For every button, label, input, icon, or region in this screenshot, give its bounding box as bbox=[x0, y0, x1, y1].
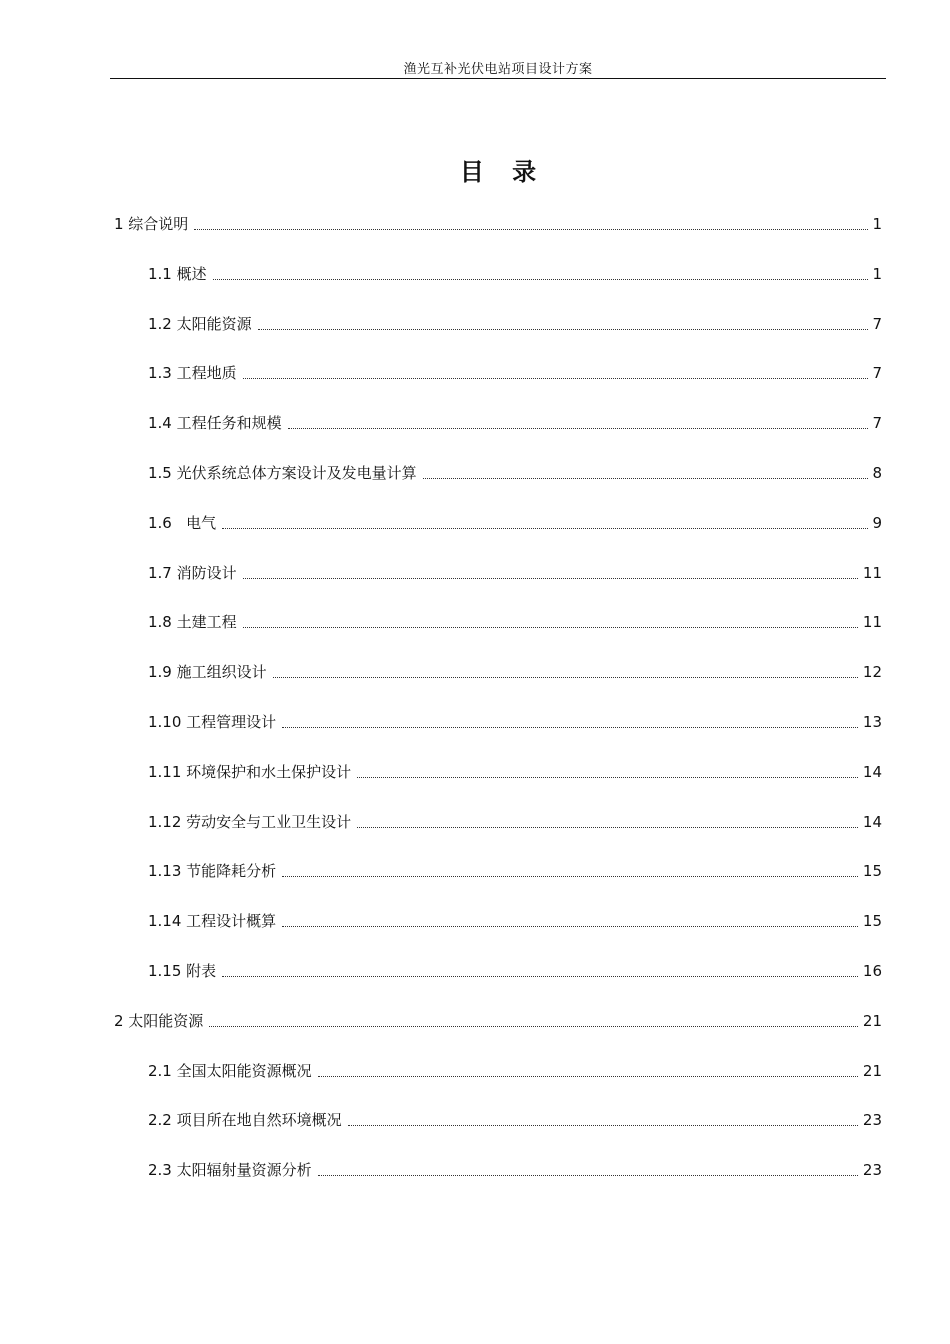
toc-entry-1-12[interactable] bbox=[0, 810, 882, 860]
toc-entry-label: 1.5 光伏系统总体方案设计及发电量计算 bbox=[148, 463, 417, 482]
toc-entry-1-6[interactable] bbox=[0, 511, 882, 561]
toc-entry-label: 1.9 施工组织设计 bbox=[148, 663, 267, 682]
dot-leader bbox=[194, 212, 868, 230]
toc-entry-label: 1.11 环境保护和水土保护设计 bbox=[148, 762, 352, 781]
dot-leader bbox=[348, 1108, 858, 1126]
toc-entry-label: 1.6 电气 bbox=[148, 513, 217, 532]
dot-leader bbox=[288, 411, 868, 429]
dot-leader bbox=[243, 361, 868, 379]
table-of-contents bbox=[0, 212, 950, 1208]
toc-entry-2-1[interactable] bbox=[0, 1059, 882, 1109]
toc-entry-page: 15 bbox=[862, 862, 882, 881]
dot-leader bbox=[273, 660, 858, 678]
toc-entry-label: 1.2 太阳能资源 bbox=[148, 314, 252, 333]
dot-leader bbox=[209, 1009, 858, 1027]
toc-entry-1-9[interactable] bbox=[0, 660, 882, 710]
toc-entry-page: 21 bbox=[862, 1061, 882, 1080]
toc-entry-label: 1.12 劳动安全与工业卫生设计 bbox=[148, 812, 352, 831]
toc-entry-1-14[interactable] bbox=[0, 909, 882, 959]
toc-entry-label: 1.4 工程任务和规模 bbox=[148, 414, 282, 433]
toc-entry-label: 1.13 节能降耗分析 bbox=[148, 862, 277, 881]
dot-leader bbox=[282, 909, 858, 927]
toc-entry-page: 1 bbox=[872, 264, 882, 283]
toc-entry-page: 16 bbox=[862, 961, 882, 980]
toc-entry-label: 1 综合说明 bbox=[114, 215, 189, 233]
toc-entry-page: 14 bbox=[862, 762, 882, 781]
toc-entry-2-2[interactable] bbox=[0, 1108, 882, 1158]
toc-entry-page: 12 bbox=[862, 663, 882, 682]
toc-entry-page: 7 bbox=[872, 314, 882, 333]
dot-leader bbox=[357, 760, 858, 778]
header-rule bbox=[110, 78, 886, 79]
dot-leader bbox=[423, 461, 868, 479]
toc-entry-1-5[interactable] bbox=[0, 461, 882, 511]
dot-leader bbox=[318, 1158, 858, 1176]
dot-leader bbox=[282, 859, 858, 877]
dot-leader bbox=[357, 810, 858, 828]
dot-leader bbox=[213, 262, 868, 280]
toc-entry-1-7[interactable] bbox=[0, 561, 882, 611]
dot-leader bbox=[243, 561, 858, 579]
toc-title: 目 录 bbox=[459, 158, 547, 186]
toc-entry-page: 9 bbox=[872, 513, 882, 532]
toc-entry-1-11[interactable] bbox=[0, 760, 882, 810]
toc-entry-label: 2 太阳能资源 bbox=[114, 1011, 204, 1030]
toc-entry-label: 1.14 工程设计概算 bbox=[148, 912, 277, 931]
toc-entry-page: 1 bbox=[872, 215, 882, 233]
toc-entry-label: 2.1 全国太阳能资源概况 bbox=[148, 1061, 312, 1080]
toc-entry-label: 2.3 太阳辐射量资源分析 bbox=[148, 1161, 312, 1180]
toc-entry-page: 11 bbox=[862, 563, 882, 582]
dot-leader bbox=[243, 610, 858, 628]
toc-entry-label: 2.2 项目所在地自然环境概况 bbox=[148, 1111, 342, 1130]
toc-entry-1-2[interactable] bbox=[0, 312, 882, 362]
toc-entry-1-3[interactable] bbox=[0, 361, 882, 411]
running-header: 渔光互补光伏电站项目设计方案 bbox=[403, 62, 593, 77]
toc-entry-1-8[interactable] bbox=[0, 610, 882, 660]
toc-entry-1-1[interactable] bbox=[0, 262, 882, 312]
toc-entry-label: 1.3 工程地质 bbox=[148, 364, 237, 383]
toc-entry-page: 13 bbox=[862, 712, 882, 731]
toc-entry-page: 23 bbox=[862, 1111, 882, 1130]
toc-entry-1-4[interactable] bbox=[0, 411, 882, 461]
toc-entry-page: 14 bbox=[862, 812, 882, 831]
dot-leader bbox=[258, 312, 868, 330]
toc-entry-page: 23 bbox=[862, 1161, 882, 1180]
toc-entry-1-10[interactable] bbox=[0, 710, 882, 760]
toc-entry-page: 7 bbox=[872, 364, 882, 383]
toc-entry-label: 1.8 土建工程 bbox=[148, 613, 237, 632]
dot-leader bbox=[318, 1059, 858, 1077]
toc-entry-1[interactable] bbox=[0, 212, 882, 262]
toc-entry-1-13[interactable] bbox=[0, 859, 882, 909]
toc-entry-page: 8 bbox=[872, 463, 882, 482]
toc-entry-page: 7 bbox=[872, 414, 882, 433]
toc-entry-2[interactable] bbox=[0, 1009, 882, 1059]
toc-entry-label: 1.10 工程管理设计 bbox=[148, 712, 277, 731]
toc-entry-2-3[interactable] bbox=[0, 1158, 882, 1208]
toc-entry-label: 1.1 概述 bbox=[148, 264, 207, 283]
toc-entry-page: 15 bbox=[862, 912, 882, 931]
dot-leader bbox=[222, 959, 858, 977]
toc-entry-label: 1.15 附表 bbox=[148, 961, 217, 980]
toc-entry-page: 11 bbox=[862, 613, 882, 632]
toc-entry-page: 21 bbox=[862, 1011, 882, 1030]
dot-leader bbox=[282, 710, 858, 728]
toc-entry-label: 1.7 消防设计 bbox=[148, 563, 237, 582]
toc-entry-1-15[interactable] bbox=[0, 959, 882, 1009]
dot-leader bbox=[222, 511, 868, 529]
